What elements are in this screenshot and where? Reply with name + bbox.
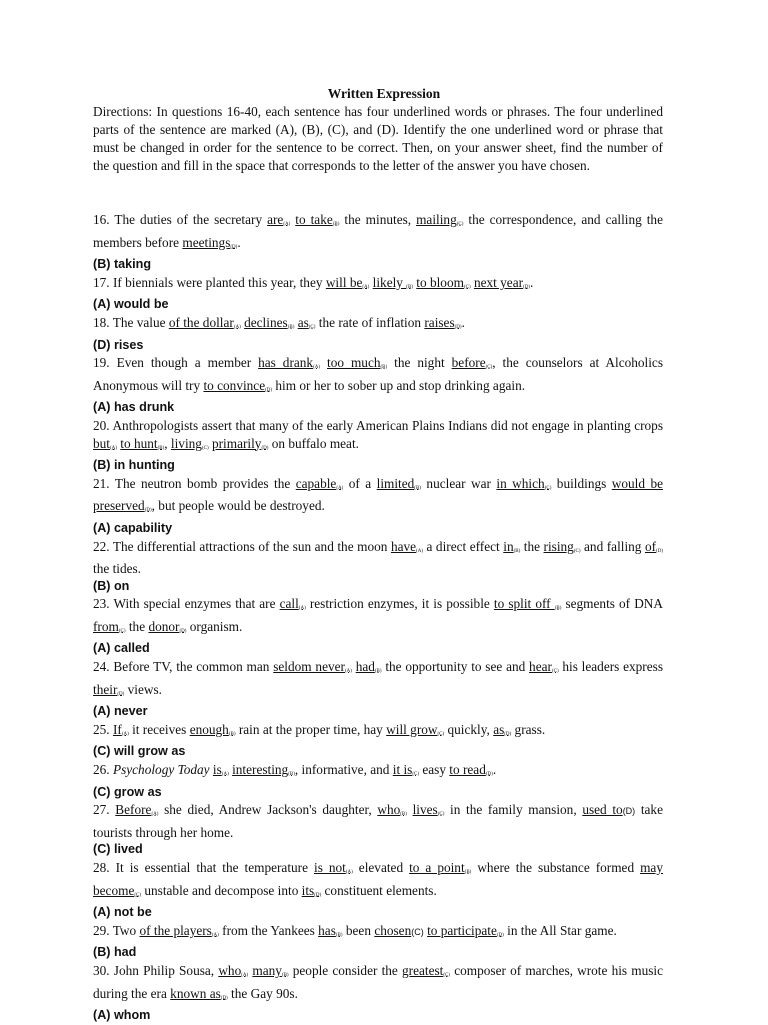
question-text: constituent elements. [321,882,437,898]
option-marker: (D) [504,731,512,737]
option-marker: (B) [554,606,562,612]
underlined-option: enough$_{(B)}$ [189,721,236,737]
question-text: the tides. [93,561,142,577]
question-text: , but people would be destroyed. [151,498,325,514]
underlined-option: next year$_{(D)}$ [473,274,530,290]
question-text: easy [419,762,450,778]
option-marker: (D) [622,806,636,817]
option-marker: (B) [400,812,407,818]
option-marker: (C) [573,548,581,554]
option-marker: (B) [281,972,289,978]
underlined-option: their$_{(D)}$ [93,681,125,697]
option-marker: (D) [656,548,663,554]
question-text [320,355,327,370]
underlined-option: to hunt$_{(B)}$ [120,435,165,451]
answer-17: (A) would be [93,297,169,312]
question-text: the night [387,355,452,371]
option-marker: (A) [362,284,370,290]
option-marker: (B) [228,731,236,737]
option-marker: (B) [157,445,165,451]
option-marker: (C) [551,669,559,675]
question-text: been [342,922,375,938]
underlined-option: raises$_{(D)}$ [424,314,462,330]
underlined-option: declines$_{(B)}$ [244,314,295,330]
questions-list [93,211,663,1025]
answer-22: (B) on [93,578,130,593]
answer-26: (C) grow as [93,784,162,799]
question-text: the rate of inflation [315,314,425,330]
option-marker: (B) [335,932,343,938]
option-marker: (C) [118,628,126,634]
question-text: organism. [186,618,243,634]
option-marker: (A) [110,445,117,451]
answer-16: (B) taking [93,257,152,272]
question-25 [93,721,663,744]
option-marker: (C) [308,324,316,330]
question-text: . [492,762,497,778]
underlined-option: to convince$_{(D)}$ [203,377,273,393]
option-marker: (A) [298,606,306,612]
question-text: 20. Anthropologists assert that many of the early American Plains Indians did not engage in planting crops [93,417,663,433]
option-marker: (A) [121,731,129,737]
question-text: 16. The duties of the secretary [93,212,268,227]
option-marker: (B) [464,870,472,875]
question-text: nuclear war [420,475,497,491]
question-text: 23. With special enzymes that are [93,596,280,612]
option-marker: (C) [411,926,424,937]
underlined-option: hear$_{(C)}$ [529,659,559,675]
underlined-option: donor$_{(D)}$ [148,618,187,634]
question-27 [93,801,663,841]
question-text: rain at the proper time, hay [235,721,387,737]
question-text: , [164,435,171,451]
question-text: of a [343,475,377,491]
option-marker: (C) [437,812,445,818]
underlined-option: meetings$_{(D)}$ [182,234,238,250]
option-marker: (C) [443,972,451,978]
option-marker: (D) [265,387,273,393]
option-marker: (D) [261,445,269,451]
underlined-option: in which$_{(C)}$ [496,475,552,491]
underlined-option: greatest$_{(C)}$ [402,962,451,978]
question-text: unstable and decompose into [141,882,302,898]
answer-24: (A) never [93,704,148,719]
underlined-option: to split off $_{(B)}$ [493,596,562,612]
question-text: 18. The value [93,314,169,330]
option-marker: (A) [416,548,423,554]
question-text: the opportunity to see and [381,659,530,675]
option-marker: (D) [485,772,493,778]
question-21 [93,475,663,520]
underlined-option: many$_{(B)}$ [252,962,289,978]
underlined-option: of the players$_{(A)}$ [139,922,219,938]
option-marker: (A) [313,365,321,371]
option-marker: (B) [414,485,421,491]
answer-18: (D) rises [93,337,144,352]
answer-30: (A) whom [93,1008,151,1023]
question-text: , informative, and [294,762,393,778]
underlined-option: Before$_{(A)}$ [115,802,159,818]
underlined-option: $in_{(B)}$ [503,538,521,554]
question-text: buildings [551,475,612,491]
underlined-option: of the dollar$_{(A)}$ [168,314,241,330]
underlined-option: would be preserved$_{(D)}$ [93,475,664,514]
question-text: people consider the [288,962,403,978]
answer-20: (B) in hunting [93,458,175,473]
underlined-option: $is_{(A)}$ [212,762,229,778]
option-marker: (B) [513,548,521,554]
option-marker: (D) [523,284,530,290]
question-text: 25. [93,721,113,737]
underlined-option: to bloom$_{(C)}$ [416,274,471,290]
option-marker: (D) [220,995,228,1001]
question-text: composer of marches, wrote his music during the era [93,962,664,1001]
underlined-option: to take$_{(B)}$ [295,212,340,227]
question-text: 22. The differential attractions of the sun and the moon [93,538,391,554]
question-text: in the All Star game. [503,922,617,938]
underlined-option: too much$_{(B)}$ [327,355,388,371]
option-marker: (D) [144,508,152,514]
option-marker: (D) [496,932,504,938]
underlined-option: before$_{(C)}$ [451,355,493,371]
answer-23: (A) called [93,641,150,656]
question-text: take tourists through her home. [93,802,663,840]
question-text: 19. Even though a member [93,355,259,371]
underlined-option: $of_{(D)}$ [644,538,663,554]
option-marker: (C) [437,731,445,737]
underlined-option: it $is_{(C)}$ [392,762,420,778]
question-29 [93,922,663,945]
option-marker: (C) [463,284,471,290]
underlined-option: living$_{(C)}$ [170,435,209,451]
option-marker: (A) [344,669,352,675]
question-23 [93,595,663,640]
option-marker: (A) [211,932,219,938]
underlined-option: had$_{(B)}$ [355,659,382,675]
underlined-option: call$_{(A)}$ [279,596,306,612]
option-marker: (B) [287,324,295,330]
option-marker: (B) [288,772,295,778]
question-text: 27. [93,802,116,818]
question-text: Psychology Today [112,762,210,778]
page-title: Written Expression [327,86,441,101]
question-26 [93,761,663,784]
underlined-option: likely $_{(B)}$ [372,274,413,290]
underlined-option: $as_{(C)}$ [297,314,316,330]
question-text: restriction enzymes, it is possible [305,596,494,612]
underlined-option: are$_{(A)}$ [267,212,291,227]
underlined-option: primarily$_{(D)}$ [211,435,269,451]
option-marker: (C) [456,222,464,227]
option-marker: (A) [241,972,249,978]
option-marker: (A) [221,772,229,778]
option-marker: (A) [151,812,159,818]
option-marker: (D) [314,892,322,898]
question-text: . [530,274,534,290]
underlined-option: will grow$_{(C)}$ [386,721,445,737]
option-marker: (A) [336,485,344,491]
question-20 [93,417,663,457]
underlined-option: who$_{(B)}$ [377,802,407,818]
question-text: elevated [352,860,410,875]
question-text: . [237,234,241,250]
answer-19: (A) has drunk [93,400,175,415]
question-text: 26. [93,762,113,778]
underlined-option: has$_{(B)}$ [318,922,343,938]
option-marker: (D) [117,691,125,697]
option-marker: (D) [230,244,238,250]
underlined-option: known $as_{(D)}$ [170,985,228,1001]
question-text: on buffalo meat. [268,435,359,451]
underlined-option: have$_{(A)}$ [390,538,423,554]
question-text: . [461,314,465,330]
underlined-option: will $be_{(A)}$ [325,274,370,290]
underlined-option: limited$_{(B)}$ [376,475,421,491]
question-28 [93,859,663,904]
option-marker: (C) [412,772,420,778]
question-text: 30. John Philip Sousa, [93,962,219,978]
question-text: 28. It is essential that the temperature [93,860,314,875]
question-text: from the Yankees [218,922,319,938]
underlined-option: mailing$_{(C)}$ [416,212,464,227]
underlined-option: who$_{(A)}$ [218,962,249,978]
underlined-option: from$_{(C)}$ [93,618,126,634]
option-marker: (C) [201,445,209,451]
question-text: 21. The neutron bomb provides the [93,475,296,491]
underlined-option: seldom never$_{(A)}$ [273,659,352,675]
question-text: the [125,618,149,634]
underlined-option: $as_{(D)}$ [493,721,512,737]
question-text: 29. Two [93,922,140,938]
question-text: 17. If biennials were planted this year, they [93,274,326,290]
underlined-option: lives$_{(C)}$ [412,802,445,818]
underlined-option: its$_{(D)}$ [301,882,322,898]
option-marker: (B) [332,222,340,227]
underlined-option: interesting$_{(B)}$ [232,762,295,778]
option-marker: (B) [374,669,382,675]
question-19 [93,354,663,399]
question-text: him or her to sober up and stop drinking again. [272,377,526,393]
question-text: the [520,538,544,554]
directions-paragraph: Directions: In questions 16-40, each sentence has four underlined words or phrases. The four underlined parts of the sentence are marked (A), (B), (C), and (D). Identify the one underlined word or phrase that must be changed in order for the sentence to be correct. Then, on your answer sheet, find the number of the question and fill in the space that corresponds to the letter of the answer you have chosen. [93,104,663,173]
underlined-option: to read$_{(D)}$ [449,762,493,778]
question-18 [93,314,663,337]
question-text: quickly, [444,721,494,737]
answer-28: (A) not be [93,905,152,920]
underlined-option: but$_{(A)}$ [93,435,117,451]
option-marker: (C) [485,365,493,371]
option-marker: (D) [179,628,187,634]
question-text: in the family mansion, [444,802,583,818]
option-marker: (B) [380,365,388,371]
question-22 [93,538,663,578]
question-30 [93,962,663,1007]
question-text: grass. [511,721,546,737]
question-text: she died, Andrew Jackson's daughter, [158,802,378,818]
answer-29: (B) had [93,945,137,960]
question-text: and falling [580,538,645,554]
option-marker: (A) [283,222,291,227]
question-text: the minutes, [339,212,417,227]
underlined-option: rising$_{(C)}$ [543,538,581,554]
question-text: it receives [128,721,190,737]
underlined-option: to a point$_{(B)}$ [409,860,472,875]
question-24 [93,658,663,703]
question-text: the Gay 90s. [227,985,298,1001]
option-marker: (B) [406,284,413,290]
question-text: , the counselors at Alcoholics Anonymous will try [93,355,664,393]
question-text: 24. Before TV, the common man [93,659,274,675]
question-text: a direct effect [423,538,504,554]
option-marker: (A) [233,324,241,330]
question-text: his leaders express [558,659,663,675]
question-text: views. [124,681,162,697]
option-marker: (C) [544,485,552,491]
answer-27: (C) lived [93,842,143,857]
option-marker: (D) [454,324,462,330]
answer-21: (A) capability [93,520,173,535]
question-17 [93,274,663,297]
question-text: the correspondence, and calling the members before [93,212,663,250]
answer-25: (C) will grow as [93,744,186,759]
option-marker: (A) [345,870,353,875]
option-marker: (C) [134,892,142,898]
underlined-option: has drank$_{(A)}$ [258,355,321,371]
underlined-option: capable$_{(A)}$ [295,475,344,491]
underlined-option: chosen [374,922,412,938]
question-text: where the substance formed [471,860,641,875]
underlined-option: may become$_{(C)}$ [93,860,663,898]
question-text: segments of DNA [561,596,663,612]
underlined-option: is not$_{(A)}$ [314,860,353,875]
underlined-option: $If_{(A)}$ [112,721,129,737]
question-16 [93,211,663,256]
underlined-option: to participate$_{(D)}$ [427,922,504,938]
underlined-option: used to [582,802,623,818]
